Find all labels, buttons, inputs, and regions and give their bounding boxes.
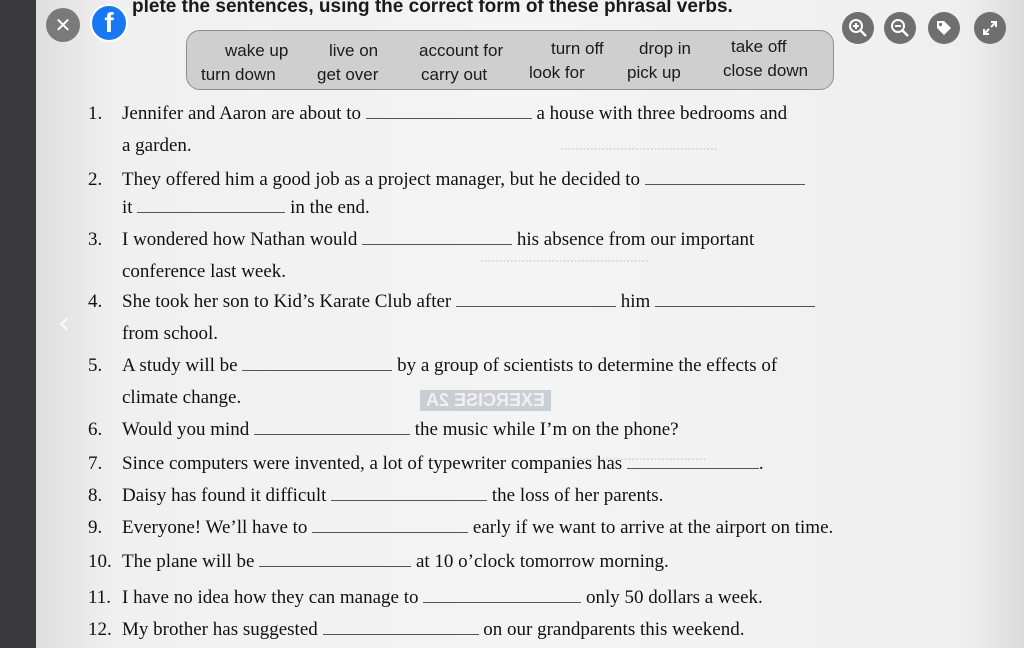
sentence-text: in the end. xyxy=(290,197,370,218)
sentence-text: him xyxy=(620,291,651,312)
sentence-text: only 50 dollars a week. xyxy=(586,587,763,608)
sentence-number: 6. xyxy=(88,419,103,440)
sentence-text: A study will be xyxy=(122,355,238,376)
sentence-2 xyxy=(88,168,938,192)
sentence-number: 2. xyxy=(88,169,103,190)
answer-blank[interactable] xyxy=(137,196,285,213)
sentence-text: Daisy has found it difficult xyxy=(122,485,327,506)
bleed-text: ............................................. xyxy=(480,250,649,266)
phrasal-verb-box xyxy=(186,30,834,90)
expand-button[interactable] xyxy=(974,12,1006,44)
answer-blank[interactable] xyxy=(456,290,616,307)
sentence-text: by a group of scientists to determine the effects of xyxy=(397,355,778,376)
answer-blank[interactable] xyxy=(423,586,581,603)
sentence-text: the music while I’m on the phone? xyxy=(414,419,679,440)
sentence-text: early if we want to arrive at the airport on time. xyxy=(472,517,834,538)
zoom-out-button[interactable] xyxy=(884,12,916,44)
sentence-text: at 10 o’clock tomorrow morning. xyxy=(415,551,669,572)
answer-blank[interactable] xyxy=(627,452,759,469)
verb-item: drop in xyxy=(639,39,691,58)
sentence-text: the loss of her parents. xyxy=(491,485,664,506)
bleed-text: .......................................... xyxy=(560,138,718,154)
sentence-text: Everyone! We’ll have to xyxy=(122,517,308,538)
sentence-4-cont: from school. xyxy=(122,323,219,344)
sentence-number: 5. xyxy=(88,355,103,376)
sentence-text: . xyxy=(758,453,764,474)
sentence-text: They offered him a good job as a project manager, but he decided to xyxy=(122,169,641,190)
verb-item: get over xyxy=(317,65,379,84)
sentence-2-cont xyxy=(122,196,972,220)
sentence-10 xyxy=(88,550,938,574)
exercise-watermark: EXERCISE 2A xyxy=(420,390,551,411)
tag-icon xyxy=(935,19,953,37)
sentence-12 xyxy=(88,618,938,642)
sentence-9 xyxy=(88,516,938,540)
zoom-out-icon xyxy=(890,18,910,38)
sentence-4 xyxy=(88,290,938,314)
sentence-number: 7. xyxy=(88,453,103,474)
close-button[interactable] xyxy=(46,8,80,42)
sentence-number: 3. xyxy=(88,229,103,250)
sentence-text: My brother has suggested xyxy=(122,619,318,640)
zoom-in-icon xyxy=(848,18,868,38)
verb-item: live on xyxy=(329,41,379,60)
verb-item: carry out xyxy=(421,65,488,84)
expand-icon xyxy=(981,19,999,37)
sentence-text: I wondered how Nathan would xyxy=(122,229,358,250)
answer-blank[interactable] xyxy=(242,354,392,371)
sentence-8 xyxy=(88,484,938,508)
verb-item: take off xyxy=(731,37,787,56)
sentence-1 xyxy=(88,102,938,126)
sentence-text: She took her son to Kid’s Karate Club after xyxy=(122,291,452,312)
verb-item: close down xyxy=(723,61,809,80)
sentence-number: 12. xyxy=(88,619,112,640)
sentence-3 xyxy=(88,228,938,252)
sentence-number: 4. xyxy=(88,291,103,312)
sentence-text: on our grandparents this weekend. xyxy=(483,619,745,640)
sentence-7 xyxy=(88,452,938,476)
sentence-number: 8. xyxy=(88,485,103,506)
verb-item: turn down xyxy=(201,65,276,84)
answer-blank[interactable] xyxy=(655,290,815,307)
answer-blank[interactable] xyxy=(362,228,512,245)
sentence-6 xyxy=(88,418,938,442)
answer-blank[interactable] xyxy=(645,168,805,185)
sentence-1-cont: a garden. xyxy=(122,135,192,156)
exercise-instructions: plete the sentences, using the correct form of these phrasal verbs. xyxy=(132,0,733,17)
answer-blank[interactable] xyxy=(312,516,468,533)
facebook-icon: f xyxy=(104,7,114,38)
sentence-text: Would you mind xyxy=(122,419,250,440)
close-icon: ✕ xyxy=(54,13,72,37)
sentence-text: a house with three bedrooms and xyxy=(536,103,788,124)
left-panel-edge xyxy=(0,0,36,648)
bleed-text: ....................................... xyxy=(560,448,707,464)
sentence-5-cont: climate change. xyxy=(122,387,242,408)
page-shadow xyxy=(964,0,1024,648)
sentence-text: I have no idea how they can manage to xyxy=(122,587,419,608)
sentence-text: Since computers were invented, a lot of typewriter companies has xyxy=(122,453,623,474)
sentence-text: The plane will be xyxy=(122,551,255,572)
sentence-5 xyxy=(88,354,938,378)
verb-item: look for xyxy=(529,63,585,82)
facebook-button[interactable] xyxy=(90,4,128,42)
sentence-number: 11. xyxy=(88,587,112,608)
sentence-number: 1. xyxy=(88,103,103,124)
sentence-text: his absence from our important xyxy=(516,229,755,250)
sentence-text: Jennifer and Aaron are about to xyxy=(122,103,361,124)
previous-page-arrow[interactable]: ‹ xyxy=(58,306,70,341)
sentence-11 xyxy=(88,586,938,610)
sentence-number: 9. xyxy=(88,517,103,538)
sentence-text: it xyxy=(122,197,133,218)
sentence-3-cont: conference last week. xyxy=(122,261,287,282)
verb-item: account for xyxy=(419,41,504,60)
zoom-in-button[interactable] xyxy=(842,12,874,44)
answer-blank[interactable] xyxy=(323,618,479,635)
answer-blank[interactable] xyxy=(366,102,532,119)
answer-blank[interactable] xyxy=(331,484,487,501)
sentence-number: 10. xyxy=(88,551,112,572)
tag-button[interactable] xyxy=(928,12,960,44)
verb-item: wake up xyxy=(225,41,289,60)
answer-blank[interactable] xyxy=(254,418,410,435)
verb-item: pick up xyxy=(627,63,681,82)
answer-blank[interactable] xyxy=(259,550,411,567)
verb-item: turn off xyxy=(551,39,604,58)
